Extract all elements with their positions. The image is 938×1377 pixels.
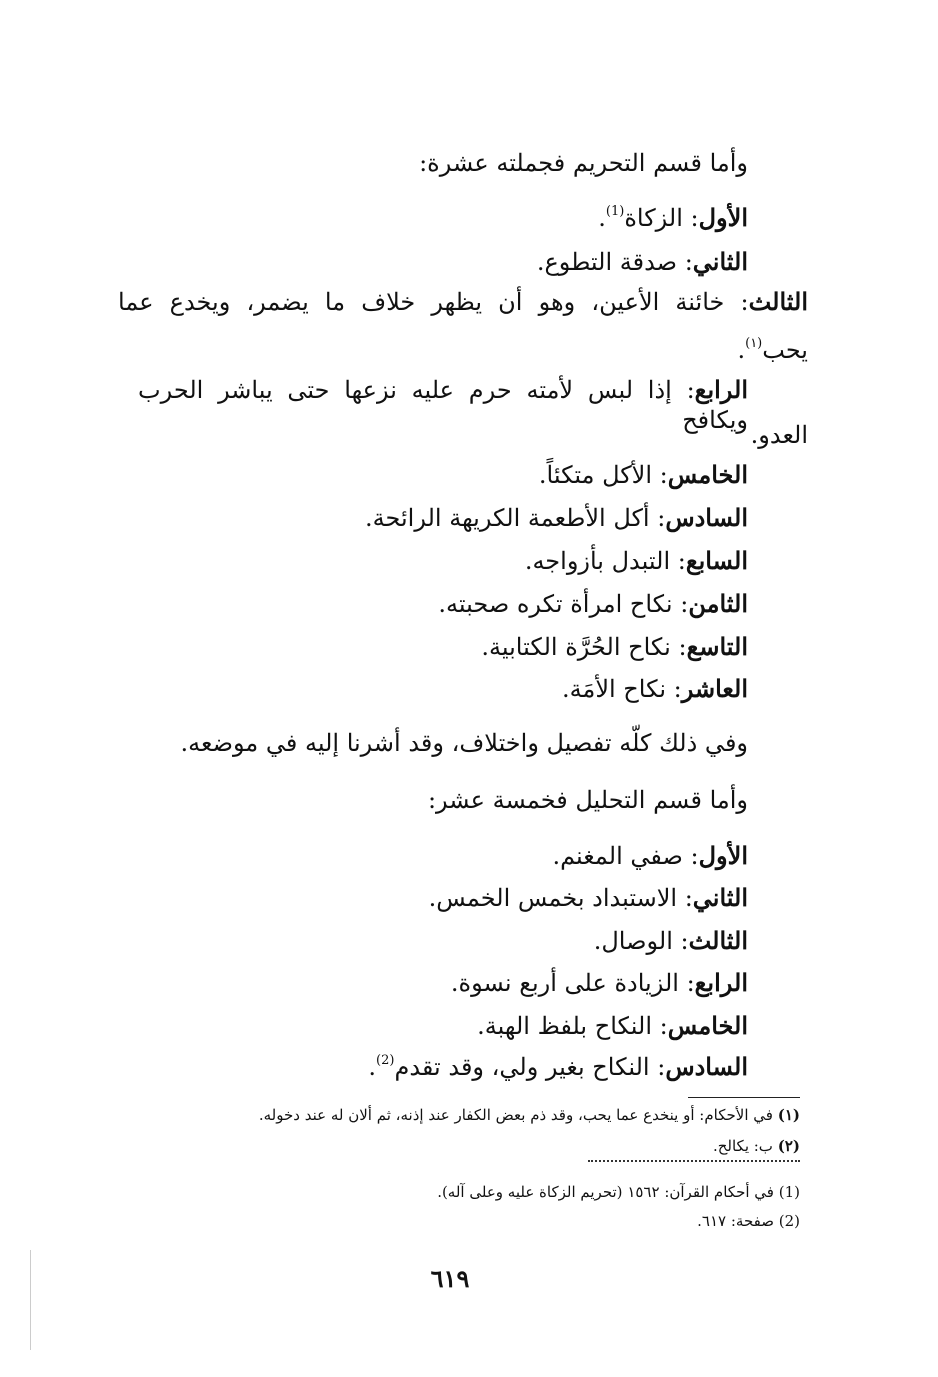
item-text-cont: العدو. [750, 421, 808, 449]
item-label: الثالث [748, 287, 808, 316]
footnote-3 [437, 1182, 800, 1202]
tahlil-item-5: الخامس: النكاح بلفظ الهبة. [477, 1011, 748, 1040]
item-text: نكاح الحُرَّة الكتابية. [481, 633, 671, 661]
tahrim-item-3: الثالث: خائنة الأعين، وهو أن يظهر خلاف ما يضمر، ويخدع عما [118, 287, 808, 316]
footnote-ref: (١) [745, 336, 763, 351]
tahrim-item-4: الرابع: إذا لبس لأمته حرم عليه نزعها حتى يباشر الحرب ويكافح [138, 375, 749, 434]
footnote-dotted-separator [588, 1160, 800, 1166]
footnote-number: (1) [778, 1183, 800, 1201]
tahrim-item-6: السادس: أكل الأطعمة الكريهة الرائحة. [365, 503, 748, 532]
footnote-4 [697, 1211, 800, 1231]
item-label: الأول [698, 841, 748, 870]
item-end: . [737, 336, 746, 364]
item-text: النكاح بغير ولي، وقد تقدم [394, 1053, 650, 1081]
item-label: الرابع [694, 375, 749, 404]
item-label: الثالث [688, 926, 748, 955]
item-end: . [368, 1053, 377, 1081]
tahlil-item-6: السادس: النكاح بغير ولي، وقد تقدم$^{(2)}$. [368, 1052, 748, 1081]
tahrim-item-1: الأول: الزكاة$^{(1)}$. [598, 203, 748, 232]
item-label: السادس [665, 503, 748, 532]
item-text: أكل الأطعمة الكريهة الرائحة. [365, 504, 650, 532]
tahrim-item-8: الثامن: نكاح امرأة تكره صحبته. [438, 589, 748, 618]
item-end: . [598, 204, 606, 232]
item-text: الأكل متكئاً. [538, 461, 653, 489]
item-label: الخامس [667, 460, 748, 489]
tahrim-item-5: الخامس: الأكل متكئاً. [538, 460, 748, 489]
footnote-1 [259, 1105, 800, 1125]
tahrim-intro: وأما قسم التحريم فجملته عشرة: [419, 149, 748, 177]
item-text: الزيادة على أربع نسوة. [450, 969, 679, 997]
footnote-text: في الأحكام: أو ينخدع عما يحب، وقد ذم بعض الكفار عند إذنه، ثم ألان له عند دخوله. [258, 1106, 773, 1124]
footnote-ref: (1) [605, 204, 625, 219]
item-text: نكاح الأمَة. [561, 675, 667, 703]
item-label: الخامس [667, 1011, 748, 1040]
item-text: صدقة التطوع. [536, 248, 678, 276]
tahrim-item-7: السابع: التبدل بأزواجه. [524, 546, 748, 575]
footnote-number: (١) [777, 1106, 800, 1124]
footnote-text: ب: يكالح. [712, 1137, 773, 1155]
page-number: ٦١٩ [430, 1264, 470, 1293]
item-label: التاسع [686, 632, 748, 661]
scan-edge-line [30, 1250, 31, 1350]
item-text: إذا لبس لأمته حرم عليه نزعها حتى يباشر الحرب ويكافح [138, 376, 748, 434]
item-text: التبدل بأزواجه. [524, 547, 671, 575]
item-text: الاستبداد بخمس الخمس. [428, 884, 678, 912]
tahlil-item-1: الأول: صفي المغنم. [552, 841, 748, 870]
item-label: السادس [665, 1052, 748, 1081]
item-text-cont: يحب [762, 336, 808, 364]
tahlil-item-2: الثاني: الاستبداد بخمس الخمس. [428, 883, 748, 912]
item-text: الوصال. [593, 927, 673, 955]
footnote-text: في أحكام القرآن: ١٥٦٢ (تحريم الزكاة عليه وعلى آله). [437, 1183, 774, 1201]
item-label: الثاني [692, 883, 748, 912]
item-text: صفي المغنم. [552, 842, 683, 870]
footnote-2 [713, 1136, 800, 1156]
tahrim-item-3-continuation [737, 335, 808, 365]
item-label: الثاني [692, 247, 748, 276]
item-label: الأول [698, 203, 748, 232]
tahlil-intro: وأما قسم التحليل فخمسة عشر: [427, 786, 748, 814]
summary-paragraph: وفي ذلك كلّه تفصيل واختلاف، وقد أشرنا إليه في موضعه. [180, 729, 748, 757]
item-text: نكاح امرأة تكره صحبته. [438, 590, 673, 618]
footnote-ref: (2) [376, 1053, 395, 1068]
tahlil-item-4: الرابع: الزيادة على أربع نسوة. [450, 968, 748, 997]
tahrim-item-9: التاسع: نكاح الحُرَّة الكتابية. [481, 632, 748, 661]
footnote-separator [688, 1097, 800, 1098]
footnote-number: (2) [778, 1212, 800, 1230]
tahrim-item-10: العاشر: نكاح الأمَة. [561, 674, 748, 703]
item-label: الرابع [694, 968, 748, 997]
item-label: الثامن [688, 589, 748, 618]
item-label: العاشر [681, 674, 748, 703]
item-text: خائنة الأعين، وهو أن يظهر خلاف ما يضمر، ويخدع عما [118, 288, 725, 316]
tahrim-item-2: الثاني: صدقة التطوع. [536, 247, 748, 276]
footnote-number: (٢) [777, 1137, 800, 1155]
item-text: النكاح بلفظ الهبة. [477, 1012, 653, 1040]
item-text: الزكاة [624, 204, 683, 232]
tahrim-item-4-continuation [751, 420, 808, 450]
tahlil-item-3: الثالث: الوصال. [593, 926, 748, 955]
item-label: السابع [685, 546, 748, 575]
footnote-text: صفحة: ٦١٧. [697, 1212, 774, 1230]
